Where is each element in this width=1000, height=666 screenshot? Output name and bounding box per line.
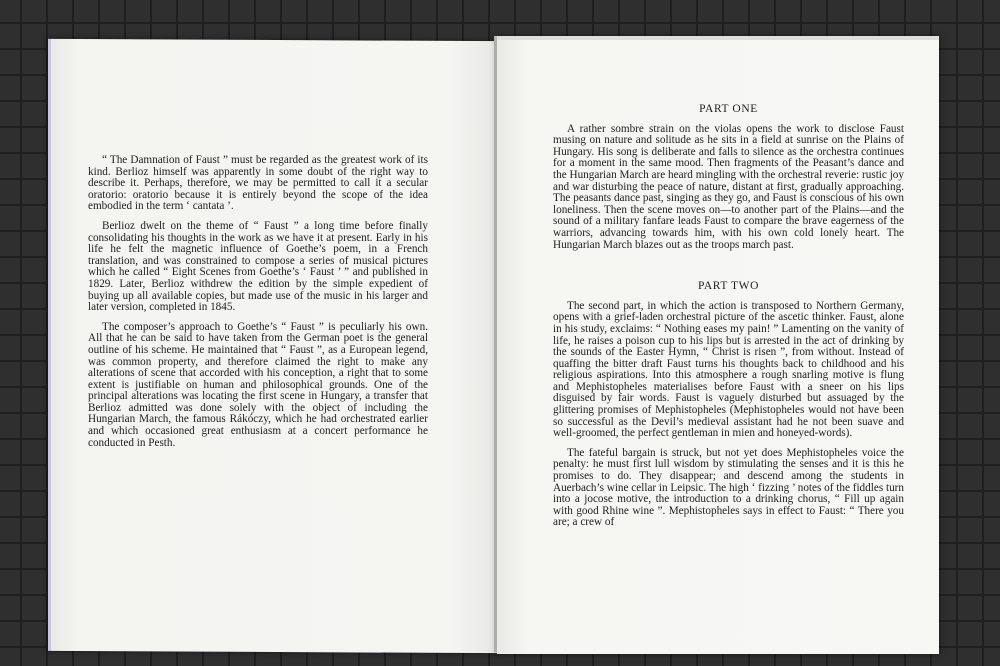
part-two-paragraph-2: The fateful bargain is struck, but not yet does Mephistopheles voice the penalty: he must first lull wisdom by stimulating the senses and it is this he promises to do. They disappear; and descend among the students in Auerbach’s wine cellar in Leipsic. The high ‘ fizzing ’ notes of the fiddles turn into a jocose motive, the introduction to a drinking chorus, “ Fill up again with good Rhine wine ”. Mephistopheles says in effect to Faust: “ There you are; a crew of [553,446,904,529]
right-page-text [553,104,904,537]
part-one-paragraph-1: A rather sombre strain on the violas opens the work to disclose Faust musing on nature and solitude as he sits in a field at sunrise on the Plains of Hungary. His song is deliberate and falls to silence as the orchestra continues for a moment in the same mood. Then fragments of the Peasant’s dance and the Hungarian March are heard mingling with the orchestral reverie: rustic joy and war disturbing the peace of nature, distant at first, gradually approaching. The peasants dance past, singing as they go, and Faust is conscious of his own loneliness. Then the scene moves on—to another part of the Plains—and the sound of a military fanfare leads Faust to compare the brave eagerness of the warriors, advancing towards him, with his own cold lonely heart. The Hungarian March blazes out as the troops march past. [553,122,904,251]
left-paragraph-3: The composer’s approach to Goethe’s “ Faust ” is peculiarly his own. All that he can be said to have taken from the German poet is the general outline of his scheme. He maintained that “ Faust ”, as a European legend, was common property, and therefore claimed the right to make any alterations of scene that accorded with his conception, a right that to some extent is justifiable on human and philosophical grounds. One of the principal alterations was locating the first scene in Hungary, a transfer that Berlioz admitted was done solely with the object of including the Hungarian March, the famous Rákóczy, which he had orchestrated earlier and which occasioned great enthusiasm at a concert performance he conducted in Pesth. [88,320,428,449]
part-one-heading: PART ONE [699,103,758,115]
left-paragraph-1: “ The Damnation of Faust ” must be regarded as the greatest work of its kind. Berlioz himself was apparently in some doubt of the right way to describe it. Perhaps, therefore, we may be permitted to call it a secular oratorio: oratorio because it is entirely beyond the scope of the idea embodied in the term ‘ cantata ’. [88,154,428,213]
left-page-text [88,155,428,457]
part-two-heading: PART TWO [697,280,760,293]
left-paragraph-2: Berlioz dwelt on the theme of “ Faust ” a long time before finally consolidating his thoughts in the work as we have it at present. Early in his life he felt the magnetic influence of Goethe’s poem, in a French translation, and was constrained to compose a series of musical pictures which he called “ Eight Scenes from Goethe’s ‘ Faust ’ ” and published in 1829. Later, Berlioz withdrew the edition by the simple expedient of buying up all available copies, but made use of the music in his larger and later version, completed in 1845. [88,219,428,314]
part-two-paragraph-1: The second part, in which the action is transposed to Northern Germany, opens with a grief-laden orchestral picture of the ascetic thinker. Faust, alone in his study, exclaims: “ Nothing eases my pain! ” Lamenting on the vanity of life, he raises a poison cup to his lips but is arrested in the act of drinking by the sounds of the Easter Hymn, “ Christ is risen ”, from without. Instead of quaffing the bitter draft Faust turns his thoughts back to childhood and his religious aspirations. Into this atmosphere a rough snarling motive is flung and Mephistopheles materialises before Faust with a sneer on his lips disguised by fair words. Faust is vaguely disturbed but assuaged by the glittering promises of Mephistopheles (Mephistopheles would not have been so successful as the Devil’s medieval assistant had he not been suave and well-groomed, the perfect gentleman in mien and honeyed-words). [553,299,904,440]
